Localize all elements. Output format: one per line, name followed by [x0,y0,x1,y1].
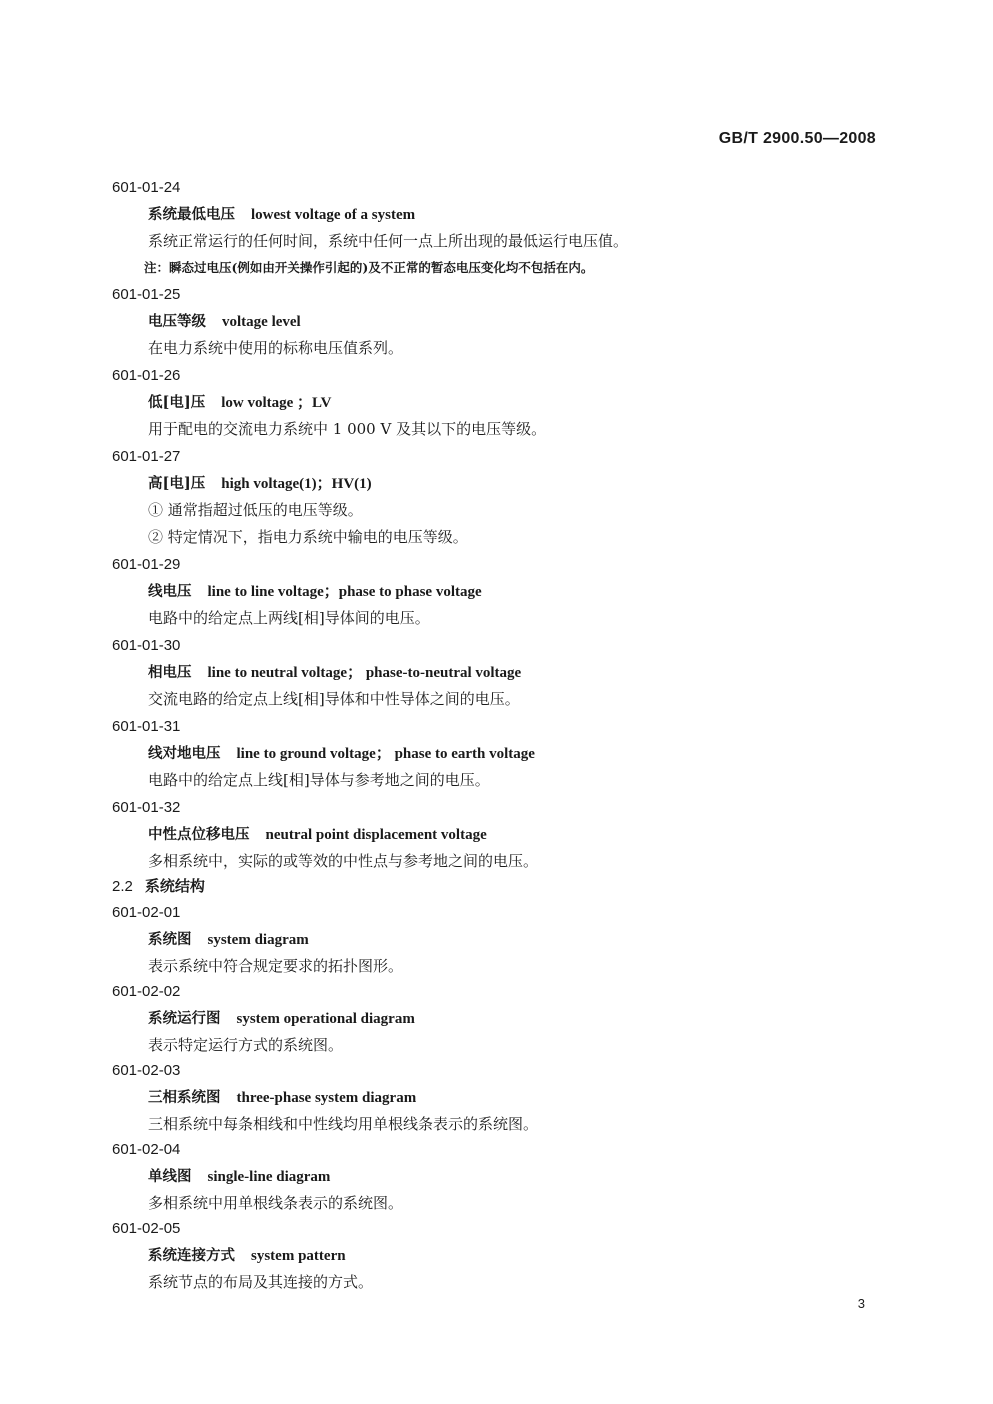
term-en: line to ground voltage； phase to earth voltage [236,746,535,762]
term-zh: 低[电]压 [148,394,206,411]
term-definition: 系统节点的布局及其连接的方式。 [148,1273,374,1291]
term-zh: 相电压 [148,664,192,681]
term-title [148,1244,882,1271]
term-en: system diagram [207,932,309,948]
term-title [148,742,882,769]
term-title [148,472,882,499]
term-definition: 表示系统中符合规定要求的拓扑图形。 [148,957,404,975]
term-en: lowest voltage of a system [251,207,416,223]
standard-number: GB/T 2900.50—2008 [718,130,876,147]
section-title: 系统结构 [144,877,205,895]
term-en: low voltage ；LV [221,395,332,411]
term-title [148,1007,882,1034]
term-en: system pattern [251,1248,346,1264]
term-definition: 电路中的给定点上线[相]导体与参考地之间的电压。 [148,771,490,789]
document-body [112,176,882,1296]
term-code: 601-01-31 [112,718,181,735]
term-definition: 多相系统中，实际的或等效的中性点与参考地之间的电压。 [148,852,539,870]
term-definition-item: ② 特定情况下，指电力系统中输电的电压等级。 [148,528,468,546]
term-zh: 系统连接方式 [148,1247,235,1264]
term-entry [112,980,882,1059]
term-en: high voltage(1)；HV(1) [221,476,372,492]
term-en: line to line voltage；phase to phase voltage [207,584,482,600]
term-zh: 高[电]压 [148,475,206,492]
term-definition: 在电力系统中使用的标称电压值系列。 [148,339,404,357]
term-definition: 电路中的给定点上两线[相]导体间的电压。 [148,609,430,627]
term-note: 注：瞬态过电压(例如由开关操作引起的)及不正常的暂态电压变化均不包括在内。 [144,260,594,275]
term-en: neutral point displacement voltage [265,827,487,843]
term-code: 601-01-26 [112,367,181,384]
term-code: 601-01-27 [112,448,181,465]
term-definition: 多相系统中用单根线条表示的系统图。 [148,1194,404,1212]
term-entry [112,715,882,796]
term-zh: 电压等级 [148,313,206,330]
term-zh: 线对地电压 [148,745,221,762]
term-code: 601-01-32 [112,799,181,816]
term-entry [112,1217,882,1296]
term-en: system operational diagram [236,1011,415,1027]
term-code: 601-02-03 [112,1062,181,1079]
term-code: 601-02-05 [112,1220,181,1237]
term-entry [112,553,882,634]
term-entry [112,176,882,283]
term-code: 601-01-25 [112,286,181,303]
term-zh: 系统运行图 [148,1010,221,1027]
section-heading [112,875,882,901]
term-en: line to neutral voltage； phase-to-neutral voltage [207,665,522,681]
term-entry [112,634,882,715]
term-definition: 表示特定运行方式的系统图。 [148,1036,344,1054]
page-number: 3 [857,1296,865,1311]
term-entry [112,283,882,364]
term-title [148,391,882,418]
term-title [148,661,882,688]
term-title [148,1165,882,1192]
term-code: 601-02-04 [112,1141,181,1158]
term-title [148,203,882,230]
term-entry [112,1059,882,1138]
term-definition: 三相系统中每条相线和中性线均用单根线条表示的系统图。 [148,1115,539,1133]
term-entry [112,445,882,553]
term-code: 601-01-29 [112,556,181,573]
term-title [148,928,882,955]
section-number: 2.2 [112,878,133,895]
term-code: 601-01-24 [112,179,181,196]
term-entry [112,1138,882,1217]
term-title [148,823,882,850]
term-definition: 交流电路的给定点上线[相]导体和中性导体之间的电压。 [148,690,520,708]
term-en: three-phase system diagram [236,1090,417,1106]
term-definition: 用于配电的交流电力系统中 1 000 V 及其以下的电压等级。 [148,420,547,438]
term-entry [112,901,882,980]
term-definition: 系统正常运行的任何时间，系统中任何一点上所出现的最低运行电压值。 [148,232,629,250]
term-en: voltage level [222,314,301,330]
term-en: single-line diagram [207,1169,331,1185]
term-zh: 线电压 [148,583,192,600]
term-title [148,580,882,607]
term-zh: 三相系统图 [148,1089,221,1106]
term-zh: 单线图 [148,1168,192,1185]
term-code: 601-01-30 [112,637,181,654]
term-zh: 系统图 [148,931,192,948]
term-title [148,310,882,337]
term-zh: 系统最低电压 [148,206,235,223]
term-title [148,1086,882,1113]
term-entry [112,364,882,445]
term-zh: 中性点位移电压 [148,826,250,843]
term-code: 601-02-02 [112,983,181,1000]
term-definition-item: ① 通常指超过低压的电压等级。 [148,501,363,519]
term-code: 601-02-01 [112,904,181,921]
term-entry [112,796,882,875]
